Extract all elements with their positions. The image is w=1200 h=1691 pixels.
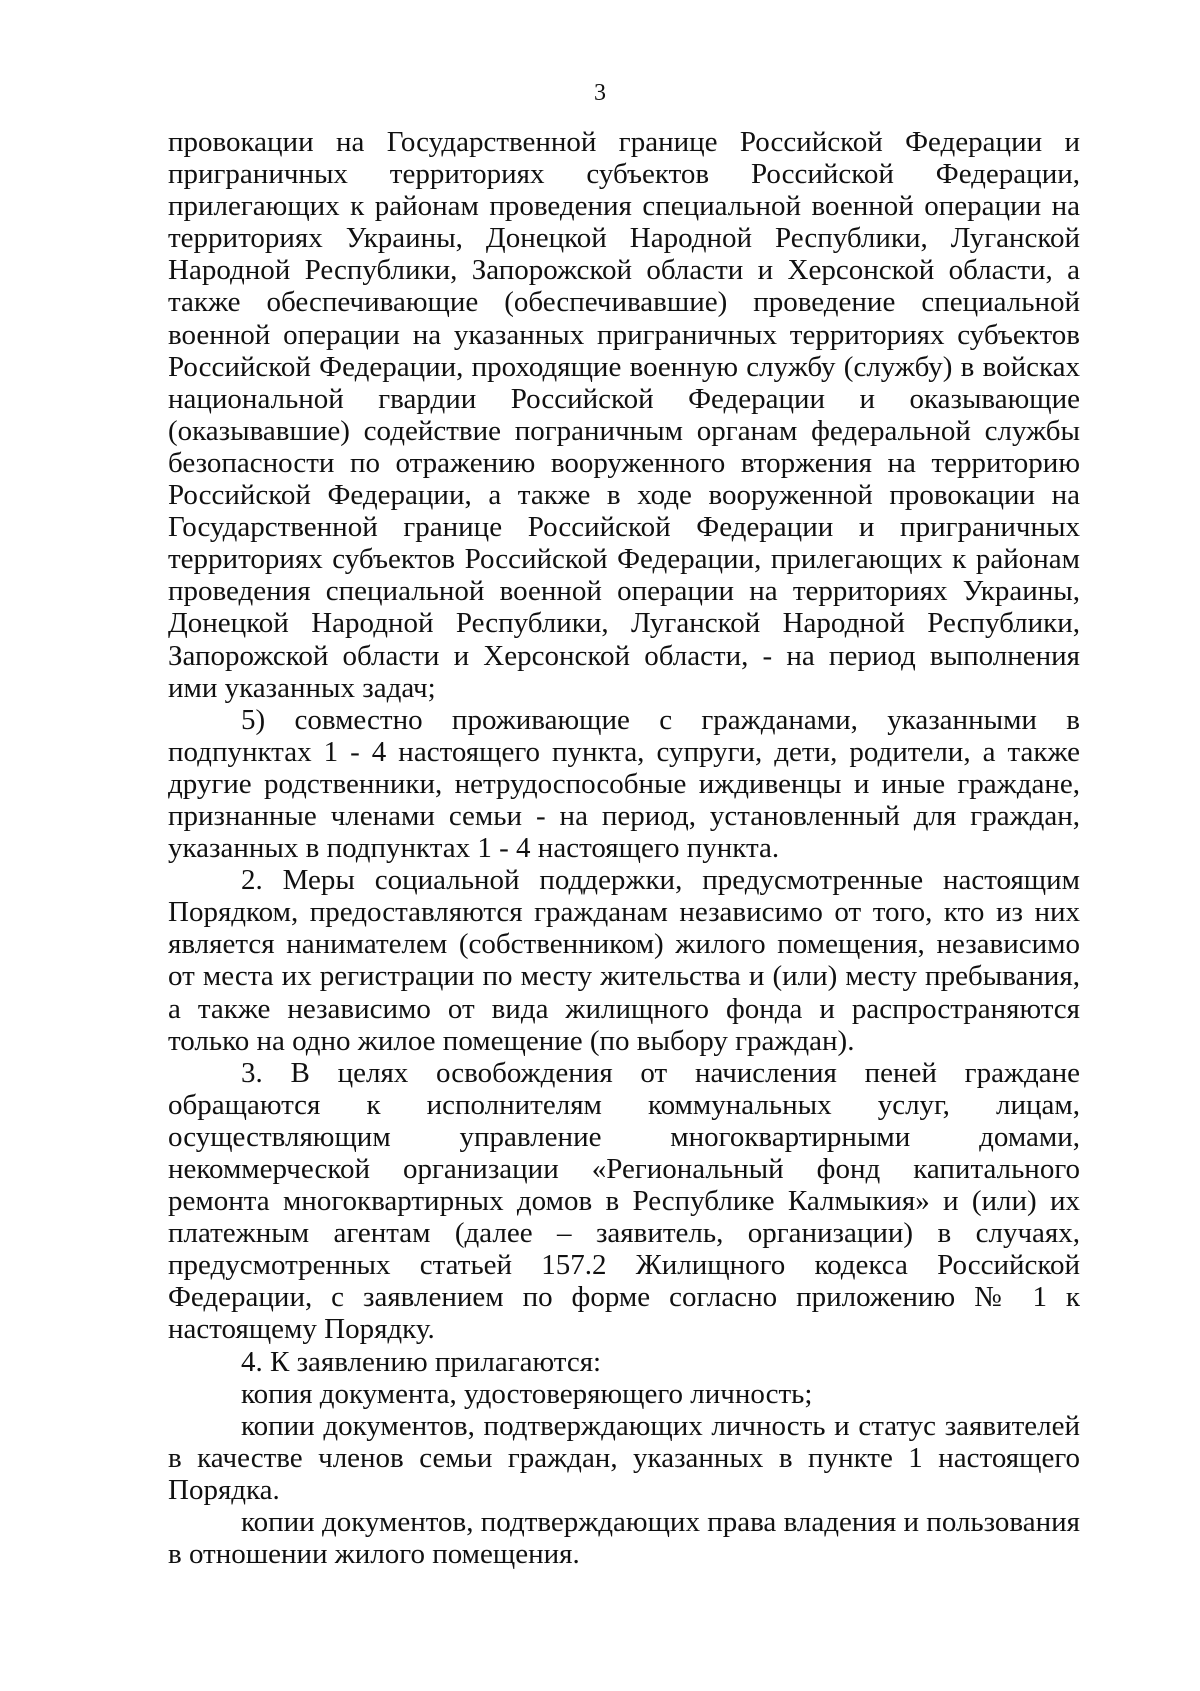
paragraph-item-4: 4. К заявлению прилагаются: — [241, 1345, 602, 1378]
paragraph-item-3: 3. В целях освобождения от начисления пеней граждане обращаются к исполнителям коммунальных услуг, лицам, осуществляющим управление многоквартирными домами, некоммерческой организации «Региональный фонд капитального ремонта многоквартирных домов в Республике Калмыкия» и (или) их платежным агентам (далее – заявитель, организации) в случаях, предусмотренных статьей 157.2 Жилищного кодекса Российской Федерации, с заявлением по форме согласно приложению № 1 к настоящему Порядку. — [168, 1056, 1080, 1346]
paragraph-attachment-2: копии документов, подтверждающих личность и статус заявителей в качестве членов семьи граждан, указанных в пункте 1 настоящего Порядка. — [168, 1409, 1080, 1506]
page-number: 3 — [594, 80, 606, 106]
paragraph-subitem-5: 5) совместно проживающие с гражданами, указанными в подпунктах 1 - 4 настоящего пункта, супруги, дети, родители, а также другие родственники, нетрудоспособные иждивенцы и иные граждане, признанные членами семьи - на период, установленный для граждан, указанных в подпунктах 1 - 4 настоящего пункта. — [168, 703, 1080, 865]
paragraph-attachment-1: копия документа, удостоверяющего личность; — [241, 1377, 813, 1410]
paragraph-continuation: провокации на Государственной границе Российской Федерации и приграничных территориях субъектов Российской Федерации, прилегающих к районам проведения специальной военной операции на территориях Украины, Донецкой Народной Республики, Луганской Народной Республики, Запорожской области и Херсонской области, а также обеспечивающие (обеспечивавшие) проведение специальной военной операции на указанных приграничных территориях субъектов Российской Федерации, проходящие военную службу (службу) в войсках национальной гвардии Российской Федерации и оказывающие (оказывавшие) содействие пограничным органам федеральной службы безопасности по отражению вооруженного вторжения на территорию Российской Федерации, а также в ходе вооруженной провокации на Государственной границе Российской Федерации и приграничных территориях субъектов Российской Федерации, прилегающих к районам проведения специальной военной операции на территориях Украины, Донецкой Народной Республики, Луганской Народной Республики, Запорожской области и Херсонской области, - на период выполнения ими указанных задач; — [168, 126, 1080, 704]
paragraph-item-2: 2. Меры социальной поддержки, предусмотренные настоящим Порядком, предоставляются гражданам независимо от того, кто из них является нанимателем (собственником) жилого помещения, независимо от места их регистрации по месту жительства и (или) месту пребывания, а также независимо от вида жилищного фонда и распространяются только на одно жилое помещение (по выбору граждан). — [168, 864, 1080, 1057]
document-body — [168, 126, 1080, 1570]
paragraph-attachment-3: копии документов, подтверждающих права владения и пользования в отношении жилого помещения. — [168, 1506, 1080, 1571]
